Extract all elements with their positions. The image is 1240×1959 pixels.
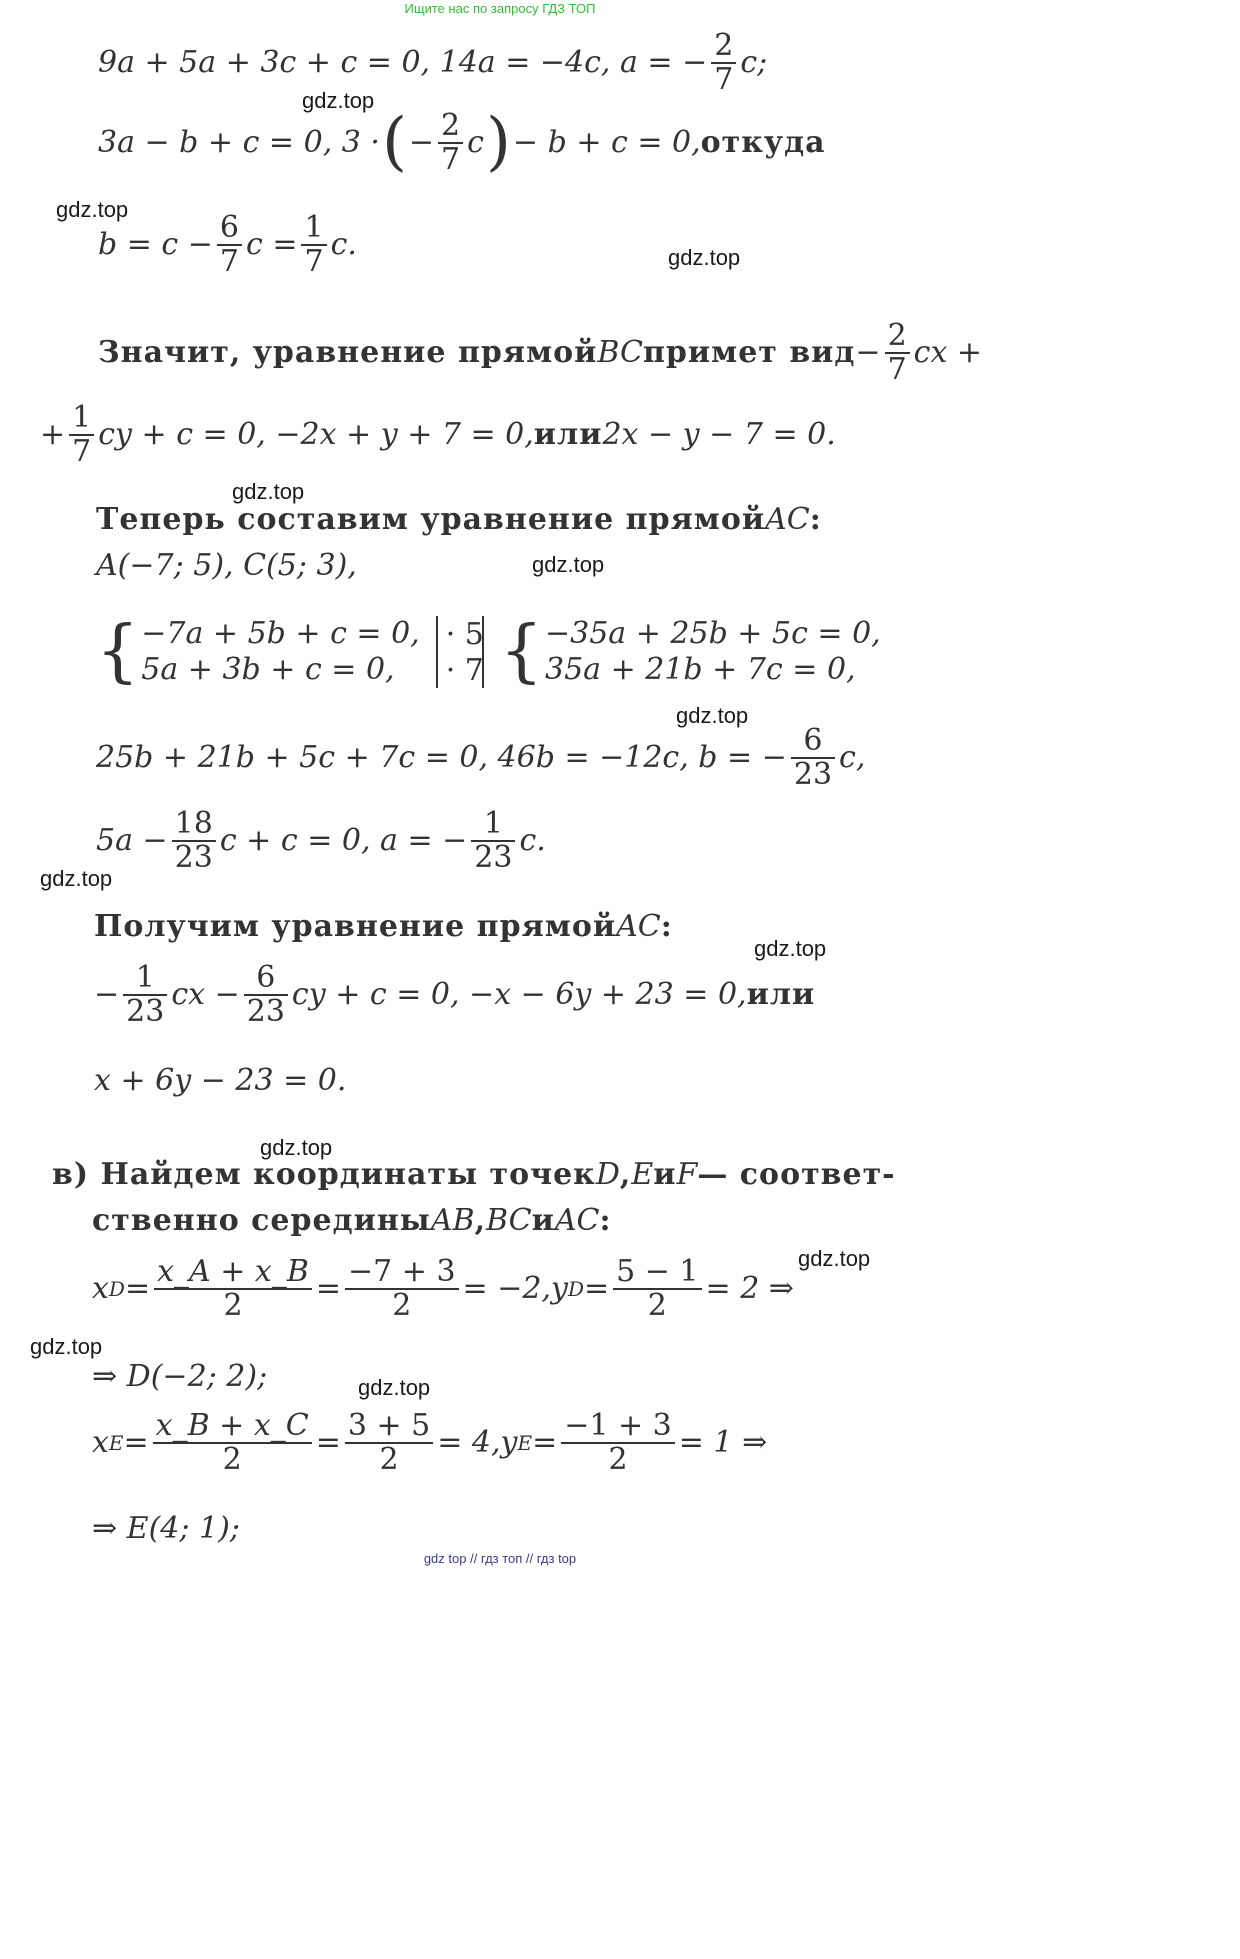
denominator: 7	[441, 141, 461, 177]
expr: − b + c = 0,	[512, 124, 701, 160]
watermark: gdz.top	[358, 1375, 431, 1400]
fraction	[123, 962, 167, 1027]
numerator: 6	[803, 723, 823, 758]
multiplier-2: · 7	[445, 653, 484, 688]
equation-line-18	[92, 1511, 240, 1546]
fraction	[217, 212, 242, 277]
denominator: 7	[887, 351, 907, 387]
system-eq-1: −7a + 5b + c = 0,	[141, 616, 420, 651]
fraction	[345, 1256, 459, 1321]
text: :	[809, 502, 822, 537]
watermark: gdz.top	[302, 88, 375, 113]
equation-line-8	[96, 725, 865, 790]
expr: ⇒ E(4; 1);	[92, 1511, 240, 1546]
denominator: 7	[219, 243, 239, 279]
watermark: gdz.top	[798, 1246, 871, 1271]
expr: AC	[554, 1203, 600, 1238]
expr: = 2 ⇒	[705, 1270, 794, 1306]
expr: ⇒ D(−2; 2);	[92, 1359, 268, 1394]
expr: BC	[597, 334, 643, 370]
fraction	[154, 1256, 312, 1321]
expr: −	[94, 976, 120, 1012]
equation-line-1	[98, 30, 767, 95]
denominator: 23	[246, 993, 285, 1029]
expr: =	[315, 1270, 342, 1306]
denominator: 2	[647, 1287, 667, 1323]
watermark: gdz.top	[532, 552, 605, 577]
expr: =	[123, 1424, 149, 1460]
text: Теперь составим уравнение прямой	[96, 502, 766, 537]
numerator: −1 + 3	[564, 1408, 672, 1443]
text: ,	[619, 1157, 632, 1192]
denominator: 23	[474, 839, 513, 875]
expr: c =	[245, 226, 298, 262]
fraction	[153, 1410, 312, 1475]
denominator: 7	[304, 243, 324, 279]
fraction	[791, 725, 835, 790]
text-line-6	[96, 502, 822, 537]
expr: c.	[519, 822, 546, 858]
numerator: x_A + x_B	[157, 1254, 309, 1289]
text: и	[531, 1203, 555, 1238]
expr: c.	[330, 226, 357, 262]
numerator: 2	[887, 318, 907, 353]
fraction	[711, 30, 736, 95]
equation-line-9	[96, 808, 546, 873]
numerator: 18	[174, 806, 213, 841]
system-eq-2: 5a + 3b + c = 0,	[141, 652, 395, 687]
text-line-10	[94, 909, 673, 944]
multiplier-bar	[436, 616, 484, 688]
text: примет вид	[642, 334, 856, 370]
numerator: 6	[256, 960, 276, 995]
left-paren: (	[381, 104, 407, 179]
denominator: 23	[126, 993, 165, 1029]
subscript: E	[517, 1430, 533, 1455]
text: — соответ-	[697, 1157, 896, 1192]
numerator: x_B + x_C	[155, 1408, 309, 1443]
left-brace: {	[499, 612, 543, 692]
expr: x	[92, 1270, 109, 1306]
denominator: 2	[392, 1287, 412, 1323]
multiplier-1: · 5	[445, 617, 484, 652]
numerator: 1	[304, 210, 324, 245]
text: откуда	[700, 124, 826, 160]
expr: c	[467, 124, 484, 160]
fraction	[244, 962, 288, 1027]
expr: =	[124, 1270, 151, 1306]
expr: cx +	[913, 334, 983, 370]
denominator: 2	[222, 1441, 242, 1477]
watermark: gdz.top	[676, 703, 749, 728]
expr: 3a − b + c = 0, 3 ·	[98, 124, 380, 160]
expr: A(−7; 5), C(5; 3),	[96, 548, 357, 583]
text: и	[653, 1157, 677, 1192]
equation-line-2	[98, 104, 826, 179]
fraction	[172, 808, 216, 873]
expr: cy + c = 0, −2x + y + 7 = 0,	[98, 416, 534, 452]
watermark: gdz.top	[232, 479, 305, 504]
numerator: 5 − 1	[616, 1254, 699, 1289]
right-paren: )	[485, 104, 511, 179]
watermark: gdz.top	[260, 1135, 333, 1160]
numerator: 2	[441, 108, 461, 143]
system-left	[141, 616, 419, 688]
watermark: gdz.top	[56, 197, 129, 222]
system-right	[545, 616, 881, 688]
denominator: 7	[714, 61, 734, 97]
text: или	[746, 976, 816, 1012]
expr: E	[631, 1157, 654, 1192]
expr: = 1 ⇒	[678, 1424, 768, 1460]
numerator: −7 + 3	[348, 1254, 456, 1289]
system-eq-3: −35a + 25b + 5c = 0,	[544, 616, 881, 651]
expr: AC	[765, 502, 810, 537]
expr: =	[315, 1424, 341, 1460]
watermark: gdz.top	[40, 866, 113, 891]
expr: c,	[839, 739, 866, 775]
denominator: 23	[174, 839, 213, 875]
text: :	[660, 909, 673, 944]
text: :	[599, 1203, 612, 1238]
equation-line-17	[92, 1410, 767, 1475]
equation-line-7	[96, 548, 357, 583]
expr: cx −	[171, 976, 240, 1012]
footer-links: gdz top // гдз топ // гдз top	[423, 1551, 577, 1566]
text-line-4	[98, 320, 982, 385]
text: в) Найдем координаты точек	[52, 1157, 596, 1192]
fraction	[301, 212, 326, 277]
expr: = −2,	[462, 1270, 551, 1306]
expr: c;	[740, 44, 768, 80]
header-banner: Ищите нас по запросу ГДЗ ТОП	[404, 1, 596, 16]
watermark: gdz.top	[668, 245, 741, 270]
denominator: 23	[793, 756, 833, 792]
fraction	[471, 808, 515, 873]
equation-line-16	[92, 1359, 268, 1394]
expr: =	[583, 1270, 610, 1306]
expr: D	[595, 1157, 620, 1192]
expr: 25b + 21b + 5c + 7c = 0, 46b = −12c, b = −	[96, 739, 787, 775]
numerator: 2	[714, 28, 734, 63]
numerator: 1	[72, 400, 92, 435]
expr: 5a −	[96, 822, 168, 858]
equation-system	[96, 612, 881, 692]
equation-line-12	[94, 1063, 347, 1098]
numerator: 1	[483, 806, 503, 841]
denominator: 2	[608, 1441, 628, 1477]
text: ственно середины	[92, 1203, 431, 1238]
expr: BC	[486, 1203, 532, 1238]
fraction	[885, 320, 910, 385]
fraction	[561, 1410, 675, 1475]
numerator: 1	[135, 960, 155, 995]
text: Получим уравнение прямой	[94, 909, 617, 944]
denominator: 2	[223, 1287, 243, 1323]
text: ,	[474, 1203, 487, 1238]
watermark: gdz.top	[754, 936, 827, 961]
fraction	[613, 1256, 701, 1321]
fraction	[345, 1410, 433, 1475]
left-brace: {	[96, 612, 140, 692]
subscript: E	[108, 1430, 124, 1455]
expr: =	[532, 1424, 558, 1460]
expr: AB	[430, 1203, 475, 1238]
expr: F	[676, 1157, 698, 1192]
fraction	[438, 110, 463, 175]
expr: cy + c = 0, −x − 6y + 23 = 0,	[291, 976, 747, 1012]
expr: c + c = 0, a = −	[219, 822, 468, 858]
equation-line-11	[94, 962, 815, 1027]
subscript: D	[567, 1276, 584, 1301]
equation-line-5	[40, 402, 836, 467]
expr: y	[550, 1270, 568, 1306]
expr: y	[500, 1424, 518, 1460]
equation-line-15	[92, 1256, 794, 1321]
text-line-13	[52, 1157, 896, 1192]
text-line-14	[92, 1203, 612, 1238]
text: Значит, уравнение прямой	[98, 334, 598, 370]
subscript: D	[108, 1276, 125, 1301]
numerator: 6	[219, 210, 239, 245]
watermark: gdz.top	[30, 1334, 103, 1359]
expr: x	[92, 1424, 109, 1460]
text: или	[533, 416, 603, 452]
expr: 9a + 5a + 3c + c = 0, 14a = −4c, a = −	[98, 44, 708, 80]
expr: AC	[616, 909, 661, 944]
expr: = 4,	[437, 1424, 501, 1460]
expr: −	[855, 334, 881, 370]
equation-line-3	[98, 212, 357, 277]
denominator: 7	[72, 433, 92, 469]
expr: 2x − y − 7 = 0.	[602, 416, 836, 452]
system-eq-4: 35a + 21b + 7c = 0,	[544, 652, 856, 687]
denominator: 2	[379, 1441, 399, 1477]
fraction	[69, 402, 94, 467]
numerator: 3 + 5	[347, 1408, 431, 1443]
expr: b = c −	[98, 226, 213, 262]
expr: x + 6y − 23 = 0.	[94, 1063, 347, 1098]
expr: −	[408, 124, 435, 160]
expr: +	[40, 416, 66, 452]
